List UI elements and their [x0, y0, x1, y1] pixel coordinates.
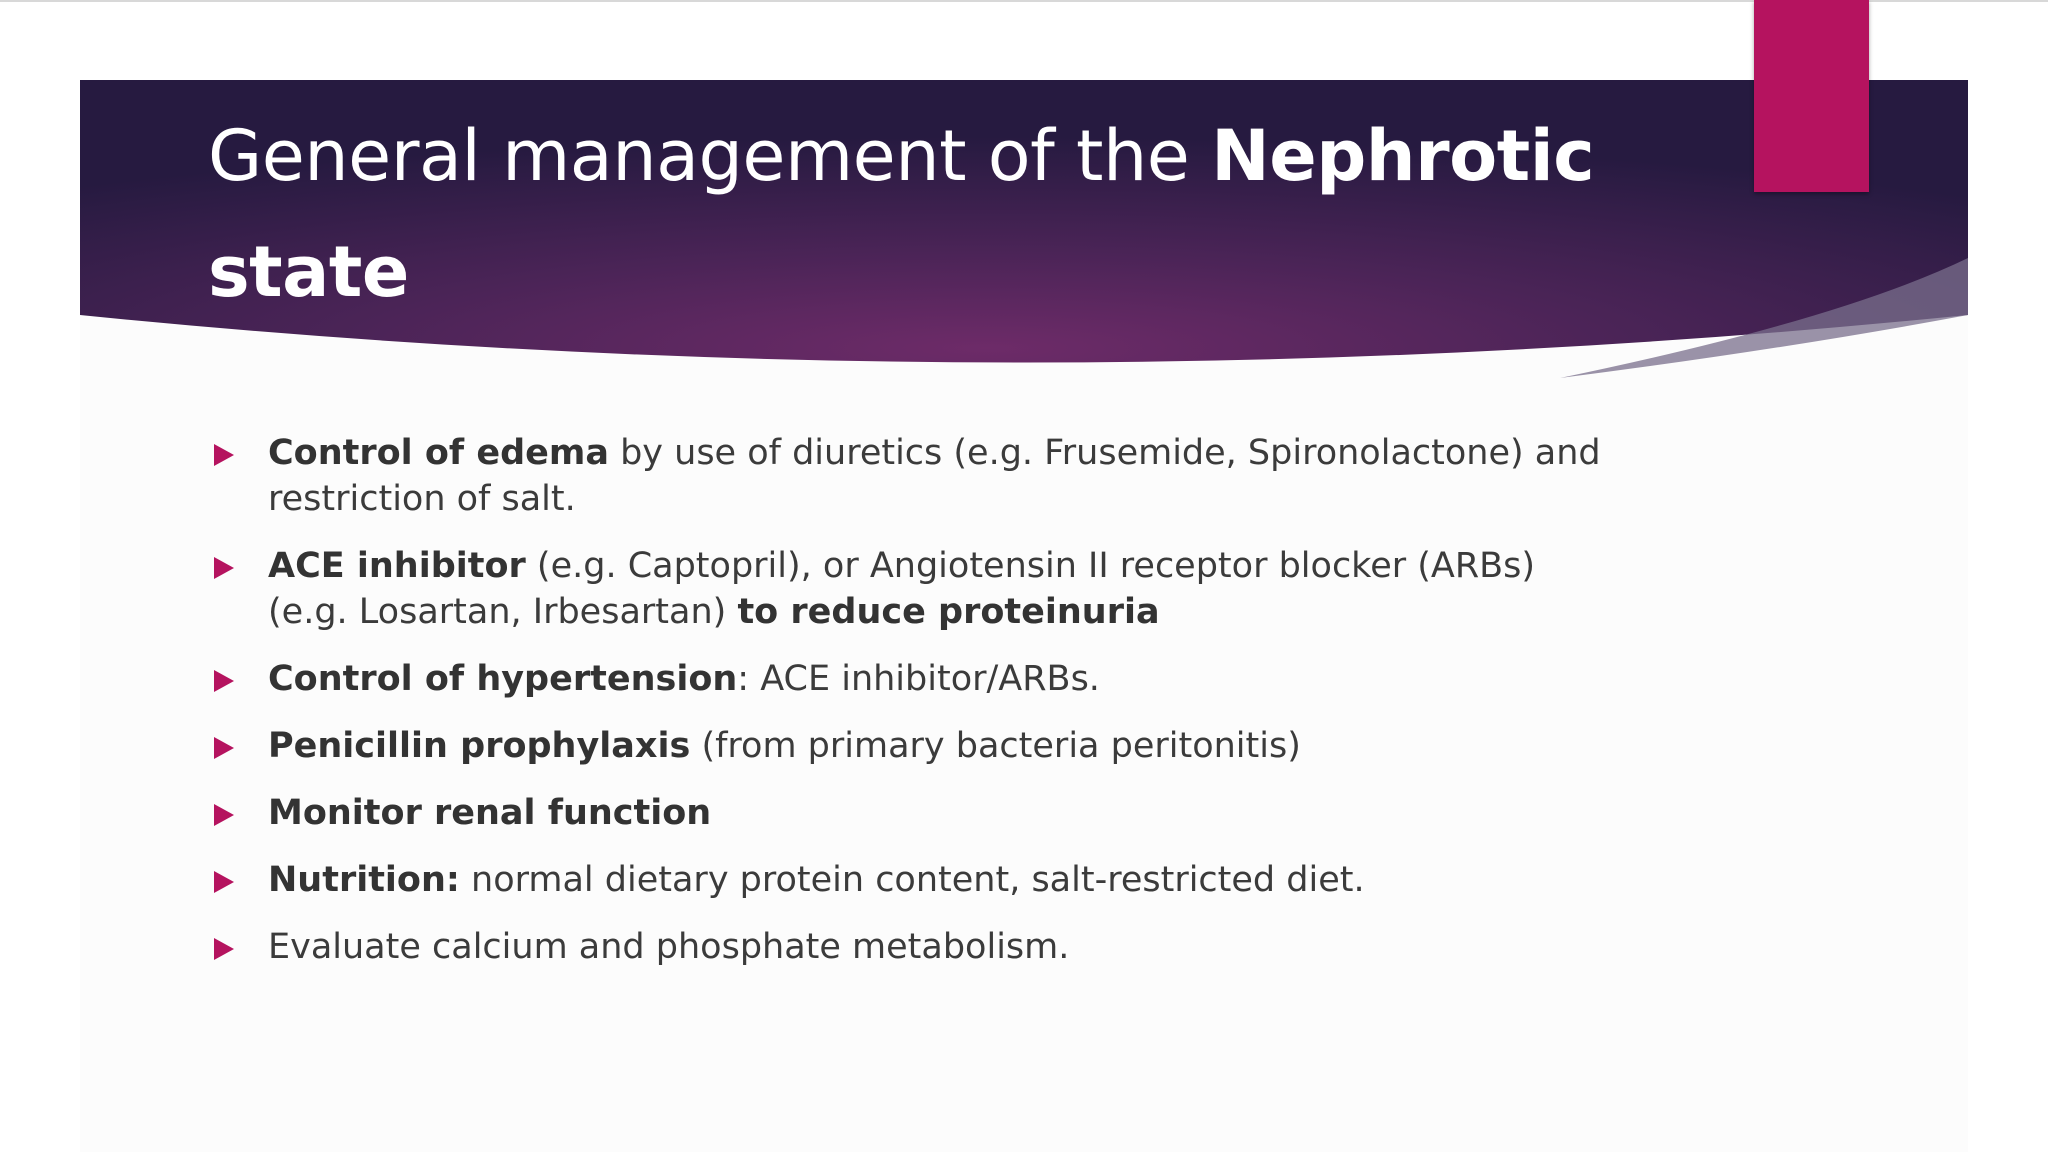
bullet-text: (e.g. Captopril), or Angiotensin II receptor blocker (ARBs) (e.g. Losartan, Irbesartan)	[268, 546, 1536, 632]
bullet-bold-tail: to reduce proteinuria	[737, 592, 1160, 632]
triangle-right-icon	[214, 737, 234, 759]
bullet-bold-text: ACE inhibitor	[268, 546, 526, 586]
window-top-border	[0, 0, 2048, 2]
bullet-bold-text: Nutrition:	[268, 860, 460, 900]
bullet-text: (from primary bacteria peritonitis)	[690, 726, 1301, 766]
bullet-bold-text: Control of hypertension	[268, 659, 738, 699]
triangle-right-icon	[214, 871, 234, 893]
bullet-text: by use of diuretics (e.g. Frusemide, Spironolactone) and restriction of salt.	[268, 433, 1601, 519]
title-regular-text: General management of the	[208, 115, 1212, 197]
bullet-item	[208, 857, 1608, 903]
bullet-text: Evaluate calcium and phosphate metabolism.	[268, 927, 1070, 967]
bullet-bold-text: Control of edema	[268, 433, 609, 473]
title-bold-text: Nephrotic	[1211, 115, 1595, 197]
triangle-right-icon	[214, 444, 234, 466]
accent-tab	[1754, 0, 1869, 192]
bullet-item	[208, 543, 1608, 635]
bullet-item	[208, 656, 1608, 702]
bullet-bold-text: Penicillin prophylaxis	[268, 726, 691, 766]
bullet-item	[208, 790, 1608, 836]
triangle-right-icon	[214, 670, 234, 692]
title-bold-text-line2: state	[208, 231, 409, 313]
bullet-bold-text: Monitor renal function	[268, 793, 712, 833]
triangle-right-icon	[214, 557, 234, 579]
triangle-right-icon	[214, 804, 234, 826]
bullet-text: : ACE inhibitor/ARBs.	[737, 659, 1100, 699]
bullet-item	[208, 430, 1608, 522]
triangle-right-icon	[214, 938, 234, 960]
bullet-list	[208, 430, 1608, 991]
bullet-item	[208, 723, 1608, 769]
slide-title	[208, 98, 1658, 330]
bullet-text: normal dietary protein content, salt-restricted diet.	[459, 860, 1365, 900]
bullet-item	[208, 924, 1608, 970]
